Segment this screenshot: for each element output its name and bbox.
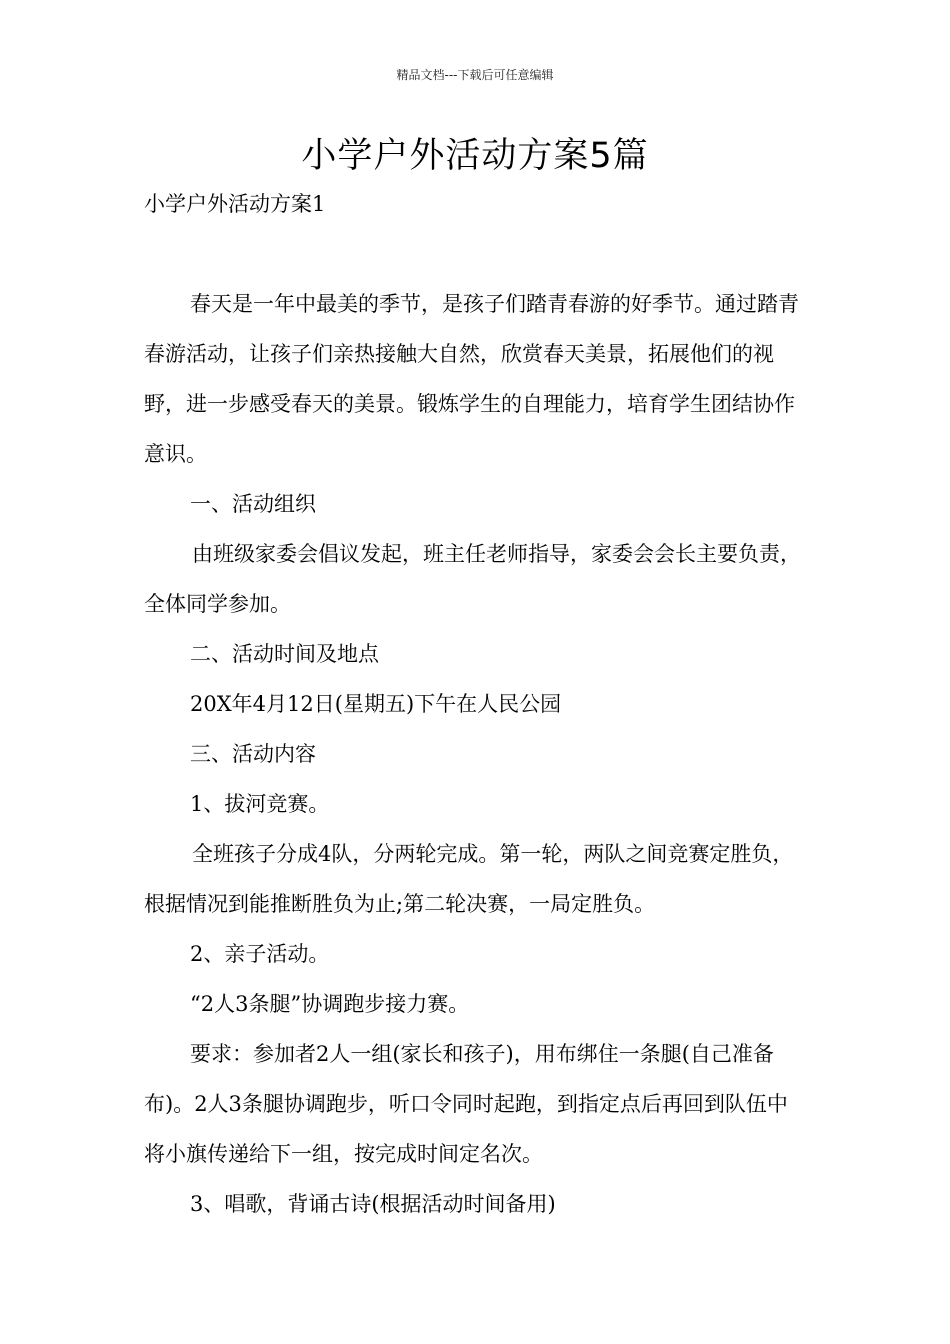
paragraph-requirements: 要求：参加者2人一组(家长和孩子)，用布绑住一条腿(自己准备布)。2人3条腿协调跑步，听口令同时起跑，到指定点后再回到队伍中将小旗传递给下一组，按完成时间定名次。 xyxy=(144,1042,788,1166)
item-tug-of-war: 1、拔河竞赛。 xyxy=(190,792,330,816)
item-singing: 3、唱歌，背诵古诗(根据活动时间备用) xyxy=(190,1192,556,1216)
paragraph-relay: “2人3条腿”协调跑步接力赛。 xyxy=(190,992,470,1016)
paragraph-time-place: 20X年4月12日(星期五)下午在人民公园 xyxy=(190,692,562,716)
heading-organization: 一、活动组织 xyxy=(190,492,316,516)
header-note: 精品文档---下载后可任意编辑 xyxy=(396,68,554,82)
paragraph-organization: 由班级家委会倡议发起，班主任老师指导，家委会会长主要负责，全体同学参加。 xyxy=(144,542,801,616)
document-body xyxy=(144,279,808,1229)
item-parent-child: 2、亲子活动。 xyxy=(190,942,330,966)
paragraph-intro: 春天是一年中最美的季节，是孩子们踏青春游的好季节。通过踏青春游活动，让孩子们亲热接触大自然，欣赏春天美景，拓展他们的视野，进一步感受春天的美景。锻炼学生的自理能力，培育学生团结协作意识。 xyxy=(144,292,799,466)
document-title: 小学户外活动方案5篇 xyxy=(301,136,649,176)
heading-time-place: 二、活动时间及地点 xyxy=(190,642,379,666)
paragraph-tug-of-war: 全班孩子分成4队，分两轮完成。第一轮，两队之间竞赛定胜负，根据情况到能推断胜负为止;第二轮决赛，一局定胜负。 xyxy=(144,842,794,916)
heading-content: 三、活动内容 xyxy=(190,742,316,766)
section-subtitle: 小学户外活动方案1 xyxy=(144,192,326,216)
